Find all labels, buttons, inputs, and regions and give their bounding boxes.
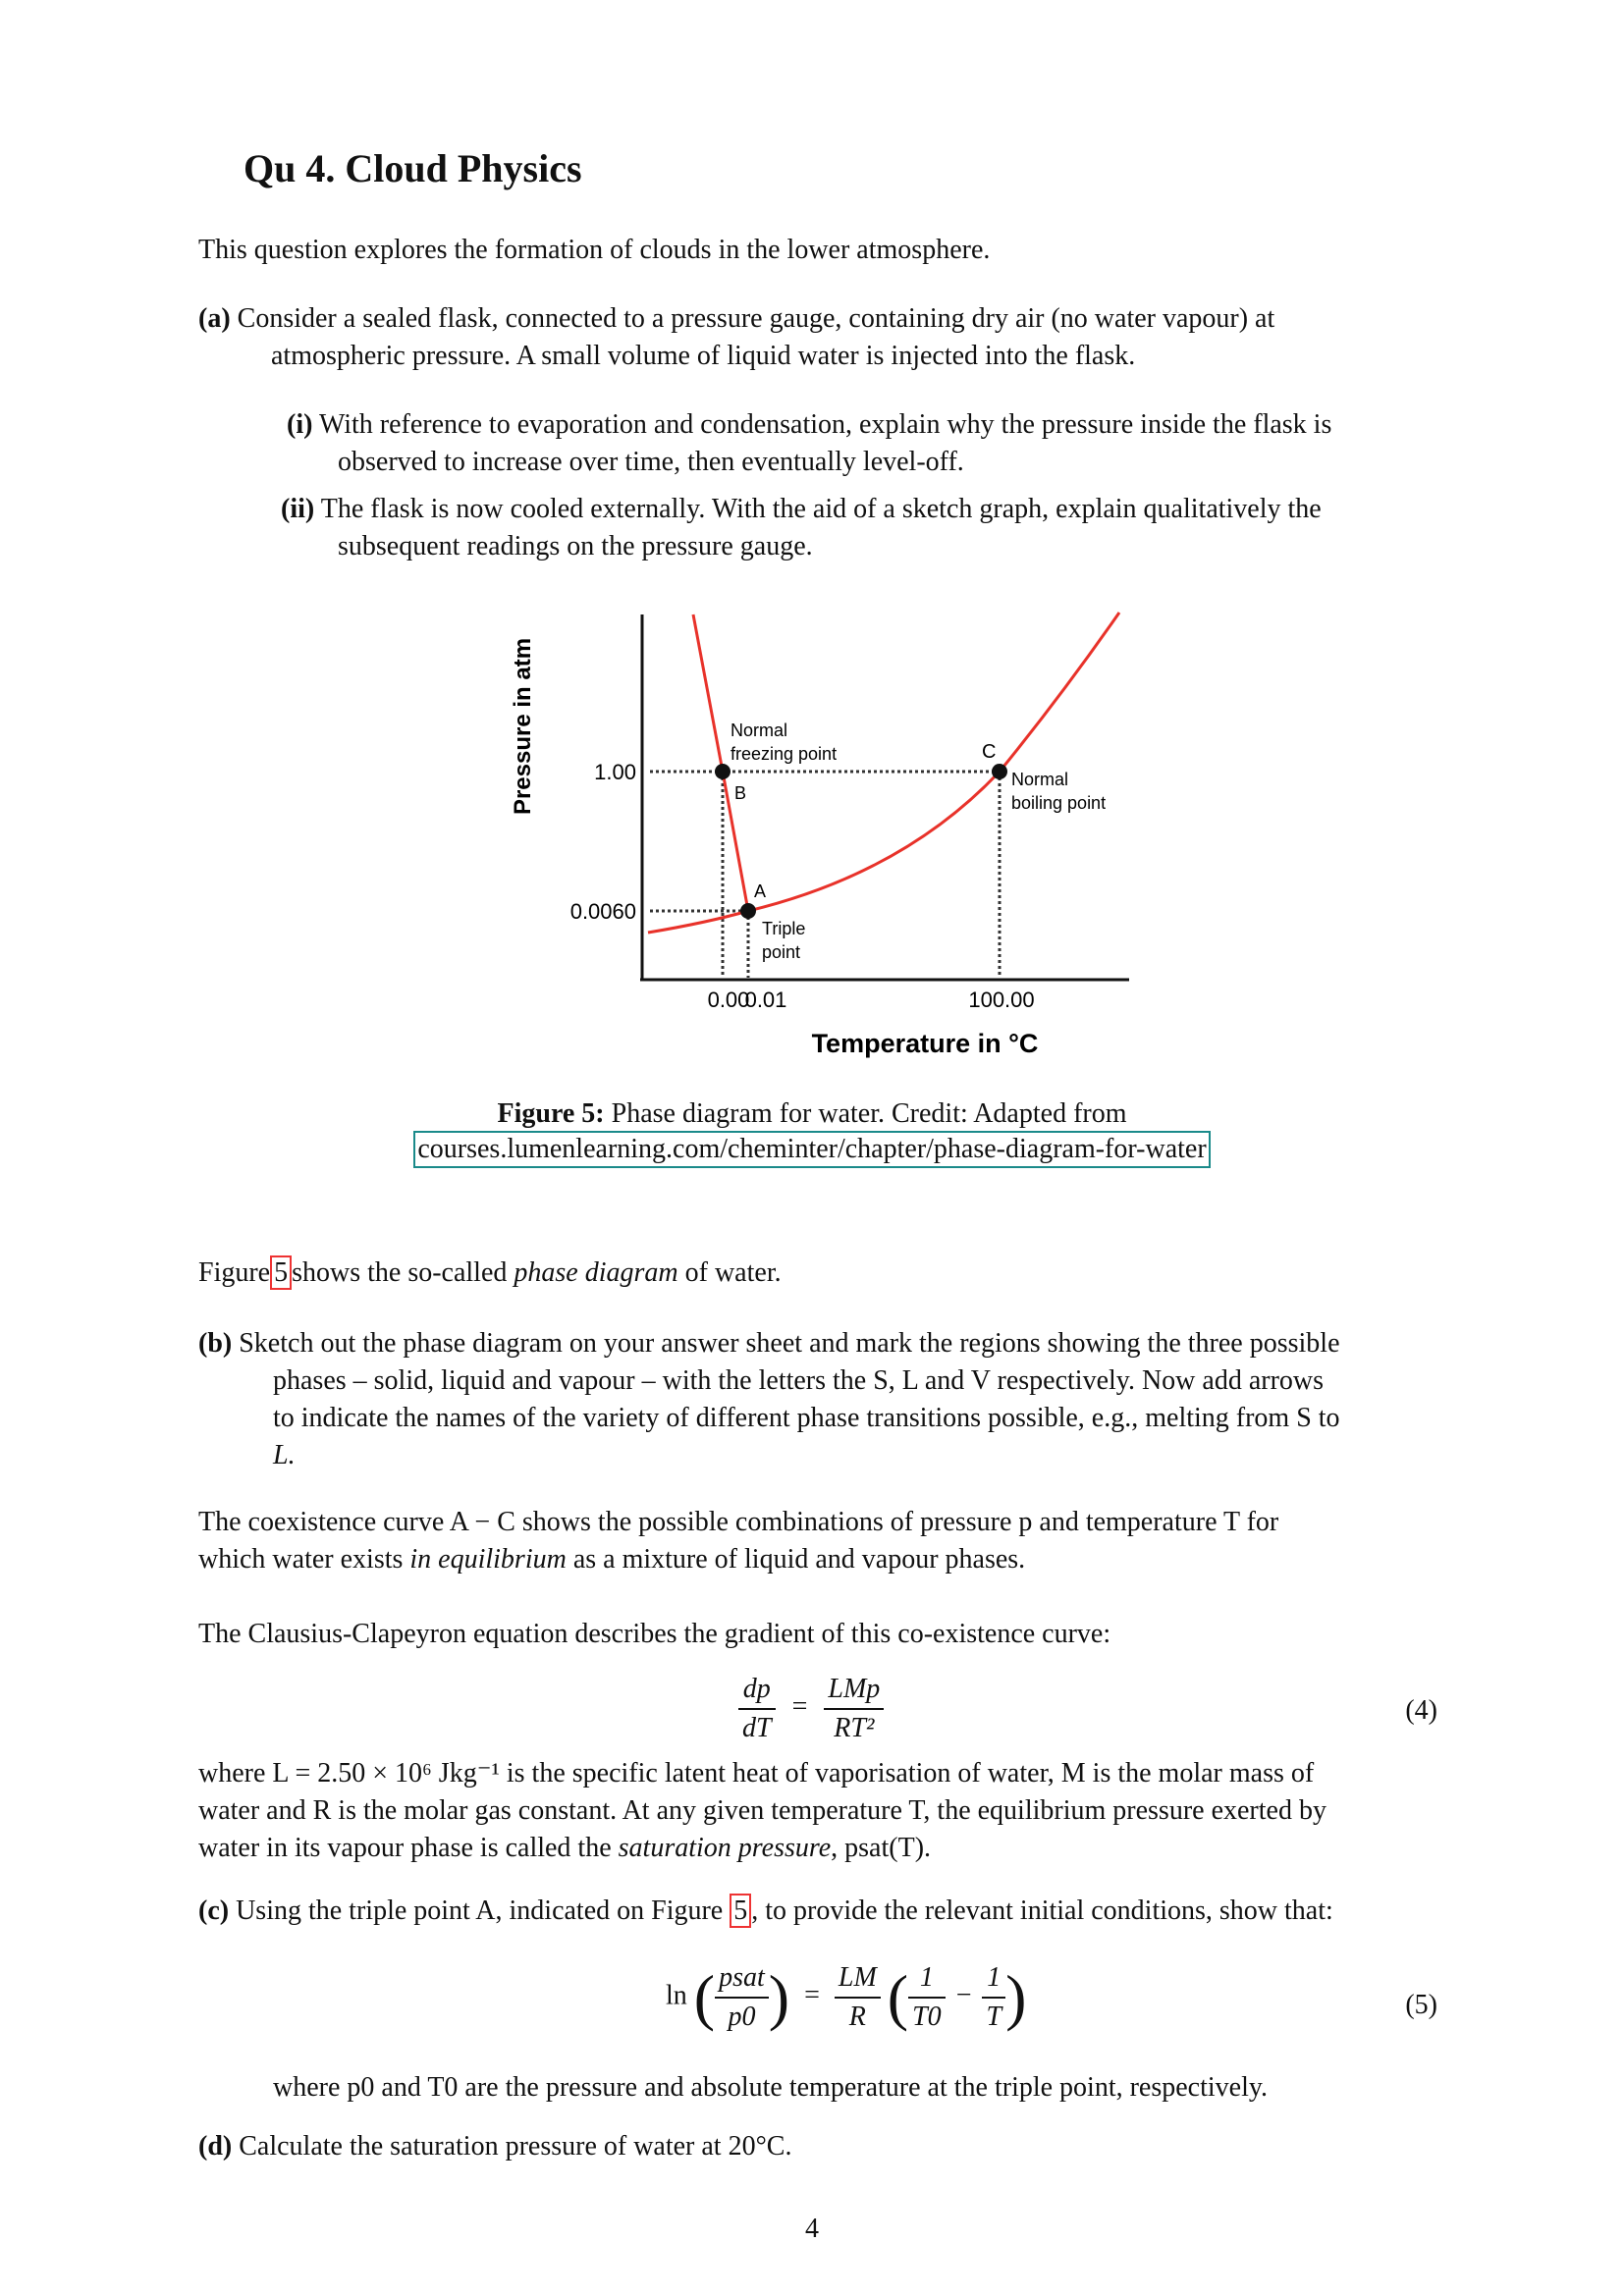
where-line-1: where L = 2.50 × 10⁶ Jkg⁻¹ is the specific latent heat of vaporisation of water, M is the molar mass of xyxy=(198,1758,1315,1789)
part-a-i-label: (i) xyxy=(287,409,313,440)
x-tick-3: 100.00 xyxy=(968,988,1035,1012)
part-b-line-1: Sketch out the phase diagram on your answer sheet and mark the regions showing the three possible xyxy=(239,1328,1340,1359)
equation-4: $\frac{dp}{dT}$ = $\frac{\text{LMp}}{\text{RT²}}$ xyxy=(738,1671,884,1747)
eq5-rhs-den: R xyxy=(848,2002,866,2032)
phase-diagram xyxy=(491,599,1178,1070)
part-a-i-text: With reference to evaporation and condensation, explain why the pressure inside the flask is xyxy=(318,409,1332,440)
part-a-text-2: atmospheric pressure. A small volume of liquid water is injected into the flask. xyxy=(271,341,1136,371)
part-d-text: Calculate the saturation pressure of water at 20°C. xyxy=(239,2131,792,2162)
eq4-rhs-den: RT² xyxy=(834,1713,875,1743)
part-c-label: (c) xyxy=(198,1896,230,1926)
eq5-t2-num: 1 xyxy=(982,1959,1005,1999)
boiling-label-1: Normal xyxy=(1011,770,1069,789)
clausius-clapeyron-intro: The Clausius-Clapeyron equation describes the gradient of this co-existence curve: xyxy=(198,1619,1111,1649)
point-a-marker xyxy=(740,903,756,919)
where-paragraph xyxy=(198,1755,1437,1867)
eq5-t1-num: 1 xyxy=(908,1959,946,1999)
page-number: 4 xyxy=(805,2214,819,2244)
eq5-den: p0 xyxy=(728,2002,756,2032)
boiling-label-2: boiling point xyxy=(1011,793,1107,813)
caption-link[interactable]: courses.lumenlearning.com/cheminter/chapter/phase-diagram-for-water xyxy=(413,1131,1210,1168)
eq5-num: psat xyxy=(715,1959,769,1999)
figure-reference-paragraph xyxy=(198,1255,782,1292)
part-d-label: (d) xyxy=(198,2131,233,2162)
where-line-3-post: , psat(T). xyxy=(831,1833,932,1863)
eq5-rhs-num: LM xyxy=(835,1959,881,1999)
part-a-ii-text: The flask is now cooled externally. With the aid of a sketch graph, explain qualitatively the xyxy=(320,494,1322,524)
intro-paragraph: This question explores the formation of clouds in the lower atmosphere. xyxy=(198,235,991,265)
figure-ref-link-2[interactable]: 5 xyxy=(730,1894,751,1928)
triple-label-2: point xyxy=(762,942,801,962)
coexist-line-1: The coexistence curve A − C shows the possible combinations of pressure p and temperature T for xyxy=(198,1507,1279,1537)
point-b-marker xyxy=(715,764,731,779)
x-tick-2: 0.01 xyxy=(744,988,787,1012)
where-line-3-italic: saturation pressure xyxy=(618,1833,832,1863)
part-b-line-3: to indicate the names of the variety of different phase transitions possible, e.g., melting from S to xyxy=(273,1403,1340,1433)
part-a-i xyxy=(287,406,1430,481)
where-line-2: water and R is the molar gas constant. At any given temperature T, the equilibrium pressure exerted by xyxy=(198,1795,1326,1826)
where-line-3-pre: water in its vapour phase is called the xyxy=(198,1833,612,1863)
part-a-ii-label: (ii) xyxy=(281,494,315,524)
caption-bold: Figure 5: xyxy=(497,1098,605,1129)
para-fig-end: of water. xyxy=(684,1257,782,1288)
y-tick-1: 1.00 xyxy=(594,760,636,784)
freezing-label-2: freezing point xyxy=(731,744,838,764)
part-b-label: (b) xyxy=(198,1328,233,1359)
freezing-label-1: Normal xyxy=(731,721,788,740)
part-a-text: Consider a sealed flask, connected to a pressure gauge, containing dry air (no water vapour) at xyxy=(237,303,1275,334)
caption-text: Phase diagram for water. Credit: Adapted from xyxy=(611,1098,1127,1129)
point-c-marker xyxy=(992,764,1007,779)
part-b xyxy=(198,1325,1435,1474)
x-axis-label: Temperature in °C xyxy=(811,1029,1039,1058)
para-fig-pre: Figure xyxy=(198,1257,271,1288)
coexist-line-2-italic: in equilibrium xyxy=(409,1544,567,1575)
part-c xyxy=(198,1893,1333,1930)
equation-4-number: (4) xyxy=(1405,1695,1437,1726)
coexist-line-2-post: as a mixture of liquid and vapour phases. xyxy=(572,1544,1026,1575)
eq5-t2-den: T xyxy=(986,2002,1002,2032)
point-c-label: C xyxy=(982,741,997,763)
eq5-t1-den: T0 xyxy=(912,2002,942,2032)
part-b-line-2: phases – solid, liquid and vapour – with the letters the S, L and V respectively. Now add arrows xyxy=(273,1365,1325,1396)
equation-5-number: (5) xyxy=(1405,1990,1437,2020)
part-c-post: , to provide the relevant initial conditions, show that: xyxy=(751,1896,1333,1926)
part-d xyxy=(198,2128,791,2165)
part-a-ii-text-2: subsequent readings on the pressure gauge. xyxy=(338,531,813,561)
part-c-pre: Using the triple point A, indicated on Figure xyxy=(236,1896,724,1926)
part-a xyxy=(198,300,1434,375)
eq4-rhs-num: LMp xyxy=(824,1671,884,1710)
eq4-lhs-num: dp xyxy=(738,1671,776,1710)
point-b-label: B xyxy=(734,783,747,803)
eq5-ln: ln xyxy=(666,1980,687,2011)
part-a-ii xyxy=(281,491,1424,565)
coexistence-paragraph xyxy=(198,1504,1435,1578)
part-a-i-text-2: observed to increase over time, then eventually level-off. xyxy=(338,447,964,477)
coexist-line-2-pre: which water exists xyxy=(198,1544,404,1575)
where-paragraph-2: where p0 and T0 are the pressure and absolute temperature at the triple point, respectively. xyxy=(273,2072,1269,2103)
part-b-line-4: L. xyxy=(273,1440,296,1470)
figure-caption xyxy=(0,1097,1624,1168)
equation-5: ln ( $\frac{\text{psat}}{p0}$ ) = $\frac{LM}{R}$ ( $\frac{1}{T0}$ − $\frac{1}{T}$ ) xyxy=(666,1959,1026,2036)
x-tick-1: 0.00 xyxy=(707,988,750,1012)
eq4-lhs-den: dT xyxy=(742,1713,772,1743)
figure-ref-link[interactable]: 5 xyxy=(270,1255,292,1290)
y-tick-2: 0.0060 xyxy=(569,899,636,924)
triple-label-1: Triple xyxy=(762,919,806,938)
point-a-label: A xyxy=(754,881,767,901)
part-a-label: (a) xyxy=(198,303,231,334)
para-fig-post: shows the so-called xyxy=(292,1257,508,1288)
question-title: Qu 4. Cloud Physics xyxy=(244,146,582,190)
para-fig-italic: phase diagram xyxy=(514,1257,678,1288)
y-axis-label: Pressure in atm xyxy=(510,637,536,816)
